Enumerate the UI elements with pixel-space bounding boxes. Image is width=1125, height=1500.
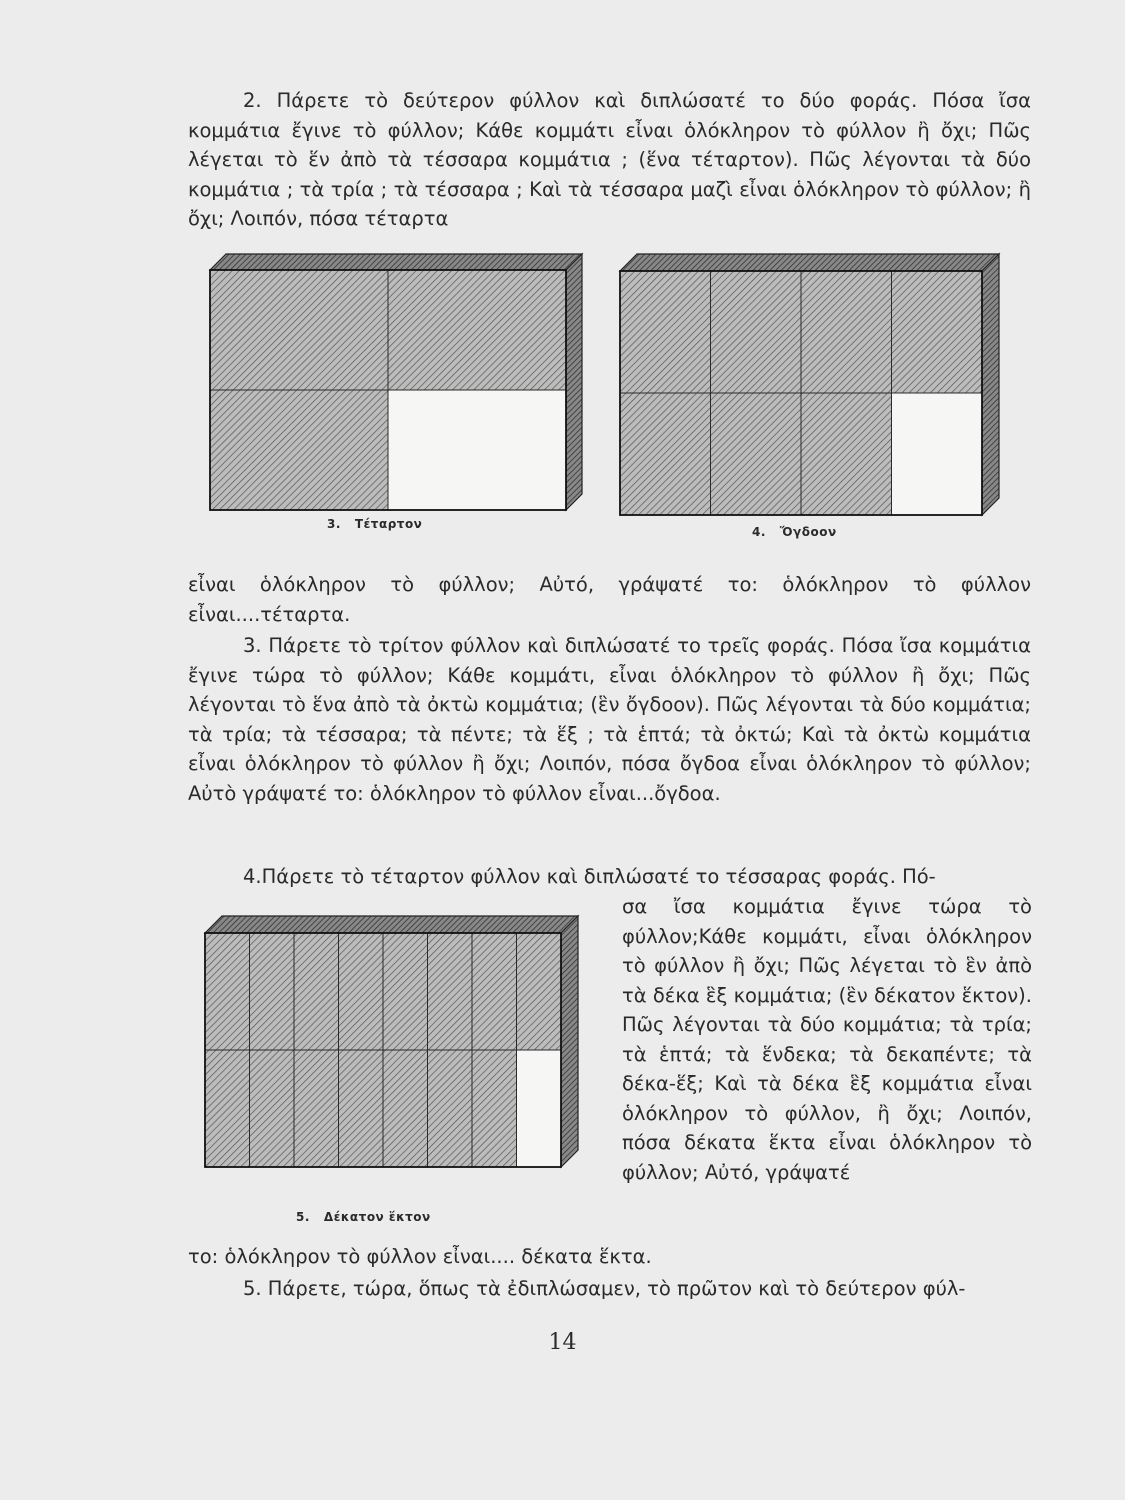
figure-5-label: Δέκατον ἕκτον [323,1210,431,1224]
figure-3-top-edge [210,254,582,270]
figure-5-piece-4 [339,933,384,1050]
figure-4-side-edge [982,254,999,515]
figure-5-piece-9 [205,1050,250,1167]
figure-3-number: 3. [327,517,341,531]
figure-5-piece-3 [294,933,339,1050]
paragraph-2: 2. Πάρετε τὸ δεύτερον φύλλον καὶ διπλώσατέ το δύο φοράς. Πόσα ἴσα κομμάτια ἔγινε τὸ φύλλον; Κάθε κομμάτι εἶναι ὁλόκληρον τὸ φύλλον ἢ ὄχι; Πῶς λέγεται τὸ ἕν ἀπὸ τὰ τέσσαρα κομμάτια ; (ἕνα τέταρτον). Πῶς λέγονται τὰ δύο κομμάτια ; τὰ τρία ; τὰ τέσσαρα ; Καὶ τὰ τέσσαρα μαζὶ εἶναι ὁλόκληρον τὸ φύλλον; ἢ ὄχι; Λοιπόν, πόσα τέταρτα [188,89,1031,230]
paragraph-3: 3. Πάρετε τὸ τρίτον φύλλον καὶ διπλώσατέ το τρεῖς φοράς. Πόσα ἴσα κομμάτια ἔγινε τώρα τὸ φύλλον; Κάθε κομμάτι, εἶναι ὁλόκληρον τὸ φύλλον ἢ ὄχι; Πῶς λέγονται τὸ ἕνα ἀπὸ τὰ ὀκτὼ κομμάτια; (ἓν ὄγδοον). Πῶς λέγονται τὰ δύο κομμάτια; τὰ τρία; τὰ τέσσαρα; τὰ πέντε; τὰ ἕξ ; τὰ ἑπτά; τὰ ὀκτώ; Καὶ τὰ ὀκτὼ κομμάτια εἶναι ὁλόκληρον τὸ φύλλον ἢ ὄχι; Λοιπόν, πόσα ὄγδοα εἶναι ὁλόκληρον τὸ φύλλον; Αὐτὸ γράψατέ το: ὁλόκληρον τὸ φύλλον εἶναι...ὄγδοα. [188,634,1031,805]
figure-5-piece-13 [383,1050,428,1167]
figure-5-piece-2 [250,933,295,1050]
paragraph-4-end: το: ὁλόκληρον τὸ φύλλον εἶναι.... δέκατα ἕκτα. [188,1245,652,1268]
figure-4-diagram [618,252,1003,520]
figure-3-caption [327,517,422,531]
figure-5 [203,914,583,1172]
figure-4-piece-1 [620,271,711,393]
figure-5-piece-1 [205,933,250,1050]
figure-3-label: Τέταρτον [354,517,423,531]
figure-4-caption [752,525,837,539]
figure-5-piece-8 [517,933,562,1050]
figure-5-piece-7 [472,933,517,1050]
figure-5-piece-11 [294,1050,339,1167]
figure-5-piece-10 [250,1050,295,1167]
figure-4-top-edge [620,254,999,271]
figure-5-piece-15 [472,1050,517,1167]
figure-5-caption [296,1210,431,1224]
figure-5-side-edge [561,916,578,1167]
figure-5-top-edge [205,916,578,933]
figure-4-piece-2 [711,271,802,393]
figure-4-piece-5 [620,393,711,515]
figure-4-piece-4 [892,271,983,393]
figure-4-piece-3 [801,271,892,393]
paragraph-4-first-line: 4.Πάρετε τὸ τέταρτον φύλλον καὶ διπλώσατέ το τέσσαρας φοράς. Πό- [243,865,936,888]
figure-4-number: 4. [752,525,766,539]
paragraph-4-side: σα ἴσα κομμάτια ἔγινε τώρα τὸ φύλλον;Κάθε κομμάτι, εἶναι ὁλόκληρον τὸ φύλλον ἢ ὄχι; Πῶς λέγεται τὸ ἓν ἀπὸ τὰ δέκα ἓξ κομμάτια; (ἓν δέκατον ἕκτον). Πῶς λέγονται τὰ δύο κομμάτια; τὰ τρία; τὰ ἑπτά; τὰ ἕνδεκα; τὰ δεκαπέντε; τὰ δέκα-ἕξ; Καὶ τὰ δέκα ἓξ κομμάτια εἶναι ὁλόκληρον τὸ φύλλον, ἢ ὄχι; Λοιπόν, πόσα δέκατα ἕκτα εἶναι ὁλόκληρον τὸ φύλλον; Αὐτό, γράψατέ [622,895,1032,1184]
figure-3-side-edge [566,254,582,510]
page-number: 14 [548,1330,577,1355]
figure-3-piece-1 [210,270,388,390]
figure-4-piece-8 [892,393,983,515]
paragraph-5: 5. Πάρετε, τώρα, ὅπως τὰ ἐδιπλώσαμεν, τὸ πρῶτον καὶ τὸ δεύτερον φύλ- [243,1277,966,1300]
figure-5-piece-14 [428,1050,473,1167]
figure-4-piece-6 [711,393,802,515]
figure-3-diagram [208,252,588,514]
figure-5-piece-16 [517,1050,562,1167]
figure-4-piece-7 [801,393,892,515]
figure-5-piece-5 [383,933,428,1050]
figure-5-piece-12 [339,1050,384,1167]
paragraph-2-continued: εἶναι ὁλόκληρον τὸ φύλλον; Αὐτό, γράψατέ το: ὁλόκληρον τὸ φύλλον εἶναι....τέταρτα. [188,573,1031,626]
figure-3-piece-3 [210,390,388,510]
figure-5-diagram [203,914,583,1172]
figure-5-number: 5. [296,1210,310,1224]
figure-3-piece-2 [388,270,566,390]
figure-3 [208,252,588,514]
figure-4-label: Ὄγδοον [779,525,837,539]
figure-3-piece-4 [388,390,566,510]
figure-4 [618,252,1003,520]
figure-5-piece-6 [428,933,473,1050]
